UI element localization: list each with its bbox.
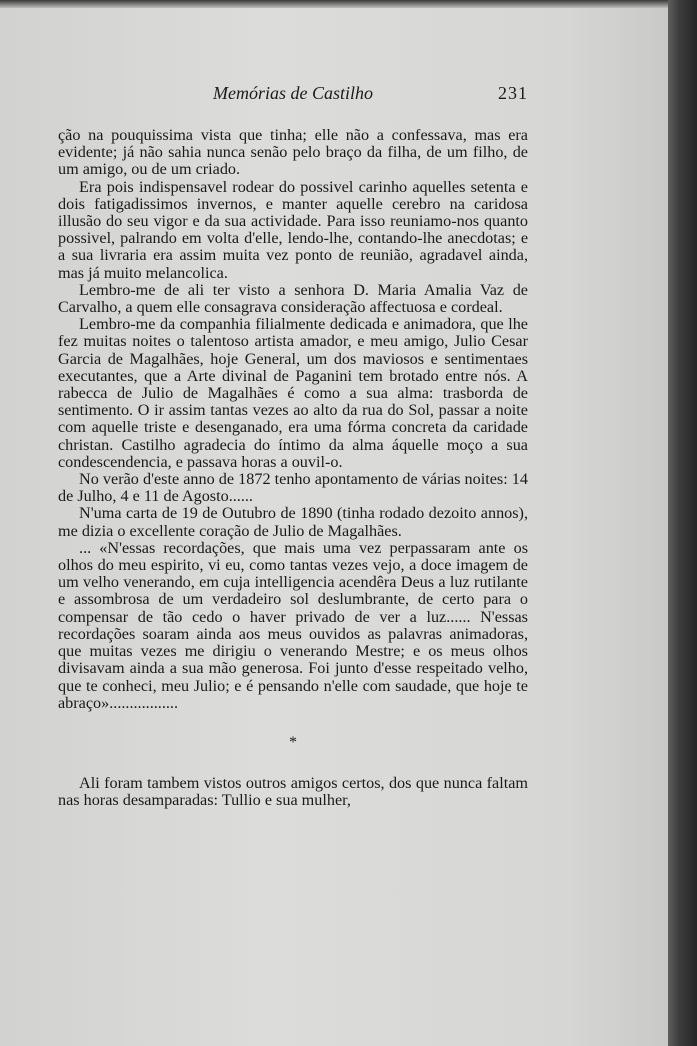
paragraph: N'uma carta de 19 de Outubro de 1890 (tinha rodado dezoito annos), me dizia o excellente coração de Julio de Magalhães. [58, 504, 528, 540]
paragraph: Era pois indispensavel rodear do possivel carinho aquelles setenta e dois fatigadissimos invernos, e manter aquelle cerebro na caridosa illusão do seu vigor e da sua actividade. Para isso reuniamo-nos quanto possivel, palrando em volta d'elle, lendo-lhe, contando-lhe anecdotas; e a sua livraria era assim muita vez ponto de reunião, agradavel ainda, mas já muito melancolica. [58, 177, 528, 282]
page-top-shadow [0, 0, 668, 8]
paragraph: Lembro-me de ali ter visto a senhora D. Maria Amalia Vaz de Carvalho, a quem elle consagrava consideração affectuosa e cordeal. [58, 280, 528, 317]
body-text [58, 127, 528, 810]
running-title: Memórias de Castilho [213, 83, 373, 103]
paragraph-continuation: ção na pouquissima vista que tinha; elle não a confessava, mas era evidente; já não sahia nunca senão pelo braço da filha, de um filho, de um amigo, ou de um criado. [58, 126, 528, 179]
paragraph: Lembro-me da companhia filialmente dedicada e animadora, que lhe fez muitas noites o talentoso artista amador, e meu amigo, Julio Cesar Garcia de Magalhães, hoje General, um dos maviosos e sentimentaes executantes, que a Arte divinal de Paganini tem brotado entre nós. A rabecca de Julio de Magalhães é como a sua alma: trasborda de sentimento. O ir assim tantas vezes ao alto da rua do Sol, passar a noite com aquelle triste e desenganado, era uma fórma concreta da caridade christan. Castilho agradecia do íntimo da alma áquelle moço a sua condescendencia, e passava horas a ouvil-o. [58, 315, 528, 471]
page-number: 231 [498, 83, 528, 103]
section-separator: * [289, 733, 297, 751]
running-head [58, 83, 528, 107]
quoted-letter: ... «N'essas recordações, que mais uma vez perpassaram ante os olhos do meu espirito, vi eu, como tantas vezes vejo, a doce imagem de um velho venerando, em cuja intelligencia acendêra Deus a luz rutilante e assombrosa de um verdadeiro sol deslumbrante, de certo para o compensar de tão cedo o haver privado de ver a luz...... N'essas recordações soaram ainda aos meus ouvidos as palavras animadoras, que muitas vezes me dirigiu o venerando Mestre; e os meus olhos divisavam ainda a sua mão generosa. Foi junto d'esse respeitado velho, que te conheci, meu Julio; e é pensando n'elle com saudade, que hoje te abraço»................. [58, 538, 528, 712]
closing-paragraph: Ali foram tambem vistos outros amigos certos, dos que nunca faltam nas horas desamparadas: Tullio e sua mulher, [58, 774, 528, 810]
page-gutter-shadow [668, 0, 697, 1046]
paragraph: No verão d'este anno de 1872 tenho apontamento de várias noites: 14 de Julho, 4 e 11 de Agosto...... [58, 470, 528, 506]
